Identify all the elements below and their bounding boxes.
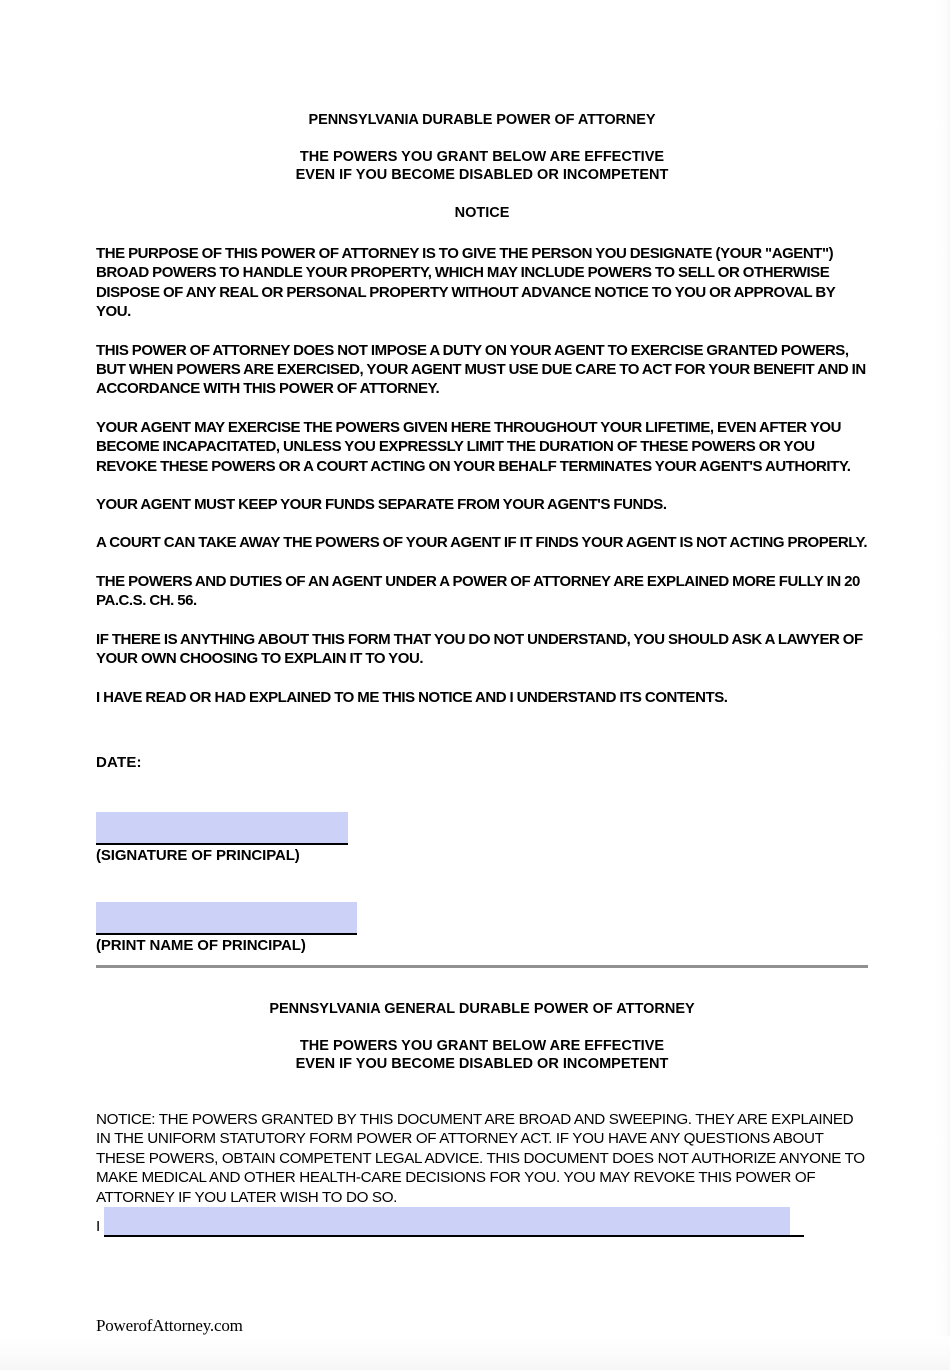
page-edge-right bbox=[934, 0, 950, 1370]
section2-title: PENNSYLVANIA GENERAL DURABLE POWER OF ATTORNEY bbox=[269, 1000, 695, 1017]
footer-brand: PowerofAttorney.com bbox=[96, 1316, 243, 1335]
section2-name-rule bbox=[104, 1235, 804, 1237]
document-subtitle-line2: EVEN IF YOU BECOME DISABLED OR INCOMPETENT bbox=[295, 167, 669, 183]
notice-paragraph-7: IF THERE IS ANYTHING ABOUT THIS FORM THAT YOU DO NOT UNDERSTAND, YOU SHOULD ASK A LAWYER OF YOUR OWN CHOOSING TO EXPLAIN IT TO YOU. bbox=[96, 630, 863, 668]
section2-subtitle-line2: EVEN IF YOU BECOME DISABLED OR INCOMPETENT bbox=[295, 1055, 669, 1072]
signature-input[interactable] bbox=[96, 812, 348, 843]
print-name-input[interactable] bbox=[96, 902, 357, 933]
signature-field-row bbox=[96, 812, 868, 864]
notice-paragraph-8: I HAVE READ OR HAD EXPLAINED TO ME THIS NOTICE AND I UNDERSTAND ITS CONTENTS. bbox=[96, 688, 728, 706]
print-name-caption: (PRINT NAME OF PRINCIPAL) bbox=[96, 936, 306, 954]
date-label: DATE: bbox=[96, 753, 142, 771]
print-name-field-row bbox=[96, 902, 868, 954]
section2-last-line-lead: I bbox=[96, 1218, 101, 1236]
notice-paragraph-4: YOUR AGENT MUST KEEP YOUR FUNDS SEPARATE FROM YOUR AGENT'S FUNDS. bbox=[96, 496, 667, 514]
page-edge-bottom bbox=[0, 1336, 950, 1370]
section2-last-line-row bbox=[96, 1207, 868, 1241]
section2-subtitle-line1: THE POWERS YOU GRANT BELOW ARE EFFECTIVE bbox=[299, 1037, 665, 1054]
notice-paragraph-3: YOUR AGENT MAY EXERCISE THE POWERS GIVEN HERE THROUGHOUT YOUR LIFETIME, EVEN AFTER YOU BECOME INCAPACITATED, UNLESS YOU EXPRESSLY LIMIT THE DURATION OF THESE POWERS OR YOU REVOKE THESE POWERS OR A COURT ACTING ON YOUR BEHALF TERMINATES YOUR AGENT'S AUTHORITY. bbox=[96, 418, 851, 475]
notice-paragraph-6: THE POWERS AND DUTIES OF AN AGENT UNDER A POWER OF ATTORNEY ARE EXPLAINED MORE FULLY IN 20 PA.C.S. CH. 56. bbox=[96, 572, 860, 610]
notice-paragraph-5: A COURT CAN TAKE AWAY THE POWERS OF YOUR AGENT IF IT FINDS YOUR AGENT IS NOT ACTING PROPERLY. bbox=[96, 534, 868, 552]
section2-subtitle bbox=[96, 1037, 868, 1073]
section2-notice-paragraph: NOTICE: THE POWERS GRANTED BY THIS DOCUMENT ARE BROAD AND SWEEPING. THEY ARE EXPLAINED IN THE UNIFORM STATUTORY FORM POWER OF ATTORNEY ACT. IF YOU HAVE ANY QUESTIONS ABOUT THESE POWERS, OBTAIN COMPETENT LEGAL ADVICE. THIS DOCUMENT DOES NOT AUTHORIZE ANYONE TO MAKE MEDICAL AND OTHER HEALTH-CARE DECISIONS FOR YOU. YOU MAY REVOKE THIS POWER OF ATTORNEY IF YOU LATER WISH TO DO SO. bbox=[96, 1110, 865, 1206]
document-subtitle-line1: THE POWERS YOU GRANT BELOW ARE EFFECTIVE bbox=[299, 149, 665, 165]
signature-caption: (SIGNATURE OF PRINCIPAL) bbox=[96, 846, 300, 864]
page-title: PENNSYLVANIA DURABLE POWER OF ATTORNEY bbox=[308, 112, 656, 128]
document-subtitle bbox=[96, 148, 868, 184]
document-content bbox=[96, 0, 868, 1241]
notice-paragraph-1: THE PURPOSE OF THIS POWER OF ATTORNEY IS TO GIVE THE PERSON YOU DESIGNATE (YOUR "AGENT") BROAD POWERS TO HANDLE YOUR PROPERTY, WHICH MAY INCLUDE POWERS TO SELL OR OTHERWISE DISPOSE OF ANY REAL OR PERSONAL PROPERTY WITHOUT ADVANCE NOTICE TO YOU OR APPROVAL BY YOU. bbox=[96, 245, 836, 321]
notice-heading: NOTICE bbox=[454, 205, 510, 221]
section2-name-input[interactable] bbox=[104, 1207, 790, 1235]
signature-rule bbox=[96, 843, 348, 845]
print-name-rule bbox=[96, 933, 357, 935]
notice-paragraph-2: THIS POWER OF ATTORNEY DOES NOT IMPOSE A DUTY ON YOUR AGENT TO EXERCISE GRANTED POWERS, BUT WHEN POWERS ARE EXERCISED, YOUR AGENT MUST USE DUE CARE TO ACT FOR YOUR BENEFIT AND IN ACCORDANCE WITH THIS POWER OF ATTORNEY. bbox=[96, 341, 866, 398]
